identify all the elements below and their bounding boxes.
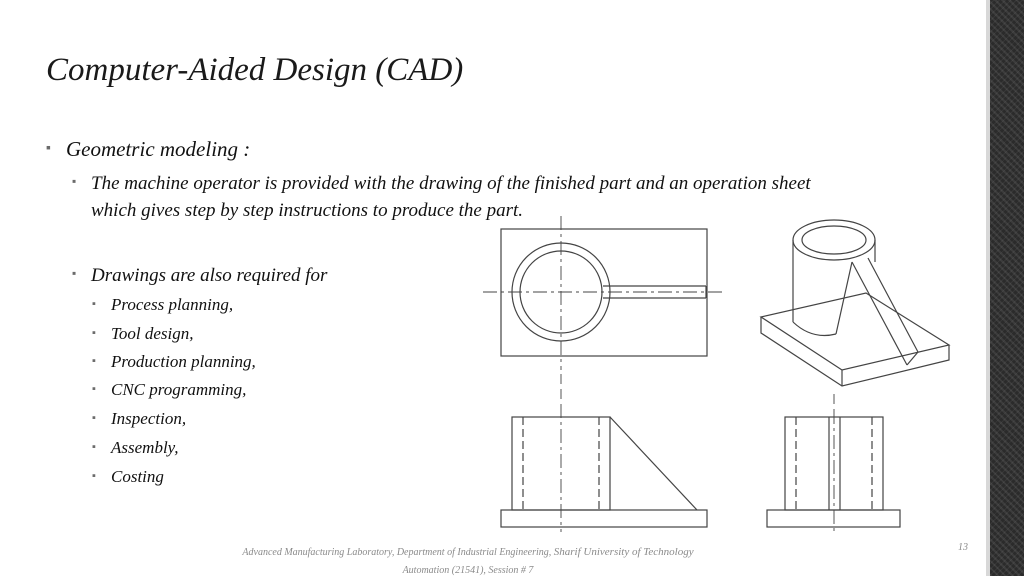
- list-item-text: Costing: [111, 467, 164, 486]
- bullet-marker-icon: ▪: [92, 298, 96, 310]
- page-number: 13: [958, 542, 968, 553]
- bullet-marker-icon: ▪: [72, 174, 77, 188]
- bullet-marker-icon: ▪: [92, 412, 96, 424]
- slide-footer: [0, 543, 936, 580]
- bullet-marker-icon: ▪: [92, 327, 96, 339]
- isometric-view: [761, 220, 949, 386]
- footer-line-2: Automation (21541), Session # 7: [402, 565, 534, 576]
- bullet-text: Drawings are also required for: [91, 265, 328, 286]
- list-item-text: Production planning,: [111, 352, 256, 371]
- bullet-text: The machine operator is provided with the drawing of the finished part and an operation sheet which gives step by step instructions to produce the part.: [91, 173, 811, 221]
- bullet-marker-icon: ▪: [72, 266, 77, 280]
- list-item-text: Process planning,: [111, 295, 234, 314]
- bullet-marker-icon: ▪: [92, 355, 96, 367]
- footer-department: Advanced Manufacturing Laboratory, Department of Industrial Engineering,: [242, 547, 552, 558]
- right-decorative-bar: [990, 0, 1024, 576]
- bullet-marker-icon: ▪: [92, 470, 96, 482]
- list-item-text: CNC programming,: [111, 380, 247, 399]
- bullet-marker-icon: ▪: [92, 441, 96, 453]
- top-view: [483, 216, 724, 370]
- slide-title: Computer-Aided Design (CAD): [46, 52, 464, 88]
- bullet-marker-icon: ▪: [92, 383, 96, 395]
- list-item-text: Assembly,: [111, 438, 179, 457]
- footer-line-1: [0, 543, 936, 562]
- bullet-text: Geometric modeling :: [66, 137, 251, 161]
- bullet-marker-icon: ▪: [46, 141, 51, 156]
- side-view: [767, 410, 900, 532]
- front-view: [501, 404, 707, 532]
- list-item-text: Inspection,: [111, 409, 187, 428]
- list-item-text: Tool design,: [111, 324, 194, 343]
- footer-university: Sharif University of Technology: [553, 546, 694, 558]
- cad-drawing-figure: [470, 210, 960, 540]
